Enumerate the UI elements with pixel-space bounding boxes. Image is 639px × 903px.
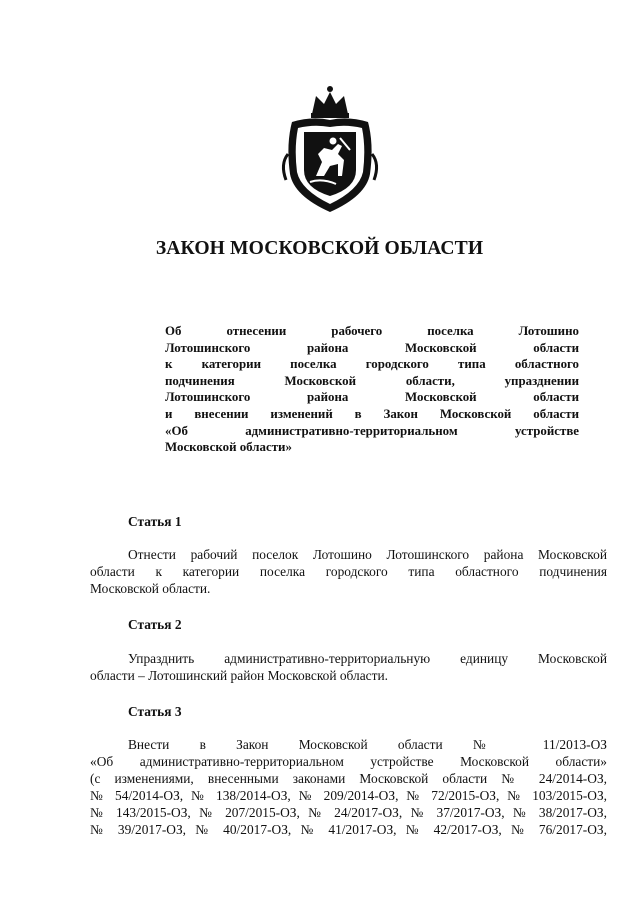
subject-line: «Об административно-территориальном устройстве (165, 423, 579, 438)
article-2-text (90, 650, 607, 684)
article-1-heading: Статья 1 (128, 514, 182, 529)
article-3-heading: Статья 3 (128, 704, 182, 719)
paragraph-line: (с изменениями, внесенными законами Московской области № 24/2014-ОЗ, (90, 771, 607, 786)
subject-line: Лотошинского района Московской области (165, 390, 579, 405)
paragraph-line: № 54/2014-ОЗ, № 138/2014-ОЗ, № 209/2014-ОЗ, № 72/2015-ОЗ, № 103/2015-ОЗ, (90, 788, 607, 803)
article-1-text (90, 546, 607, 597)
subject-line: Об отнесении рабочего поселка Лотошино (165, 324, 579, 338)
paragraph-line: № 143/2015-ОЗ, № 207/2015-ОЗ, № 24/2017-ОЗ, № 37/2017-ОЗ, № 38/2017-ОЗ, (90, 805, 607, 820)
paragraph-line: области – Лотошинский район Московской области. (90, 668, 388, 683)
subject-line: и внесении изменений в Закон Московской области (165, 406, 579, 421)
paragraph-line: Упразднить административно-территориальную единицу Московской (128, 651, 607, 666)
coat-of-arms-icon (278, 84, 382, 218)
subject-line: Московской области» (165, 440, 292, 455)
law-subject (165, 323, 579, 456)
article-3-text (90, 736, 607, 838)
subject-line: подчинения Московской области, упразднении (165, 373, 579, 388)
paragraph-line: Внести в Закон Московской области № 11/2013-ОЗ (128, 737, 607, 752)
paragraph-line: Московской области. (90, 581, 211, 596)
paragraph-line: Отнести рабочий поселок Лотошино Лотошинского района Московской (128, 547, 607, 562)
paragraph-line: области к категории поселка городского типа областного подчинения (90, 564, 607, 579)
paragraph-line: «Об административно-территориальном устройстве Московской области» (90, 754, 607, 769)
subject-line: к категории поселка городского типа областного (165, 357, 579, 372)
subject-line: Лотошинского района Московской области (165, 340, 579, 355)
paragraph-line: № 39/2017-ОЗ, № 40/2017-ОЗ, № 41/2017-ОЗ, № 42/2017-ОЗ, № 76/2017-ОЗ, (90, 822, 607, 837)
law-title: ЗАКОН МОСКОВСКОЙ ОБЛАСТИ (155, 238, 484, 259)
article-2-heading: Статья 2 (128, 617, 182, 632)
